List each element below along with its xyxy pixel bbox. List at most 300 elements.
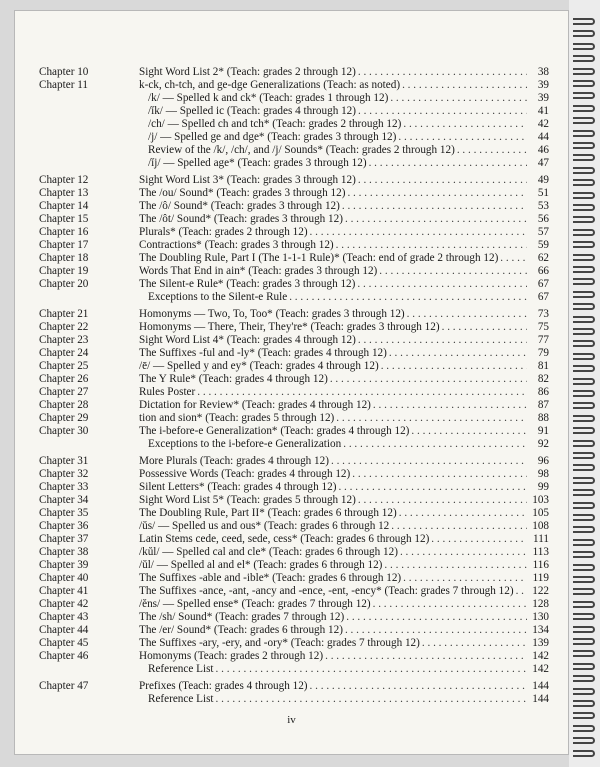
chapter-label: Chapter 40: [39, 572, 89, 584]
entry-title: Exceptions to the i-before-e Generalization: [148, 438, 342, 450]
dot-leader: [342, 200, 527, 213]
chapter-label: Chapter 37: [39, 533, 89, 545]
toc-entry: [139, 680, 549, 693]
toc-entry: [139, 412, 549, 425]
entry-title: The Suffixes -ary, -ery, and -ory* (Teach: grades 7 through 12): [139, 637, 420, 649]
toc-entry: [139, 291, 549, 304]
toc-row: [29, 507, 549, 520]
toc-row: [29, 663, 549, 676]
chapter-label: Chapter 10: [39, 66, 89, 78]
entry-title: The Suffixes -able and -ible* (Teach: grades 6 through 12): [139, 572, 402, 584]
dot-leader: [384, 559, 527, 572]
toc-row: [29, 200, 549, 213]
toc-row: [29, 239, 549, 252]
entry-page-number: 49: [537, 174, 549, 186]
dot-leader: [422, 637, 527, 650]
toc-row: [29, 174, 549, 187]
coil-ring: [573, 539, 595, 546]
coil-ring: [573, 526, 595, 533]
dot-leader: [399, 507, 527, 520]
dot-leader: [358, 334, 527, 347]
dot-leader: [500, 252, 527, 265]
chapter-label: Chapter 30: [39, 425, 89, 437]
dot-leader: [336, 412, 527, 425]
toc-row: [29, 321, 549, 334]
toc-row: [29, 79, 549, 92]
dot-leader: [338, 481, 527, 494]
toc-entry: [139, 226, 549, 239]
entry-page-number: 92: [537, 438, 549, 450]
toc-entry: [139, 239, 549, 252]
dot-leader: [325, 650, 527, 663]
entry-title: Possessive Words (Teach: grades 4 through 12): [139, 468, 351, 480]
dot-leader: [358, 105, 527, 118]
entry-title: tion and sion* (Teach: grades 5 through 12): [139, 412, 335, 424]
coil-ring: [573, 712, 595, 719]
spiral-binding: [569, 0, 600, 767]
coil-ring: [573, 365, 595, 372]
entry-title: k-ck, ch-tch, and ge-dge Generalizations (Teach: as noted): [139, 79, 401, 91]
chapter-label: Chapter 39: [39, 559, 89, 571]
toc-row: [29, 438, 549, 451]
entry-page-number: 67: [537, 291, 549, 303]
dot-leader: [391, 520, 527, 533]
entry-page-number: 144: [532, 693, 549, 705]
dot-leader: [358, 494, 527, 507]
entry-title: /ch/ — Spelled ch and tch* (Teach: grades 2 through 12): [148, 118, 402, 130]
toc-row: [29, 144, 549, 157]
coil-ring: [573, 266, 595, 273]
toc-entry: [139, 425, 549, 438]
toc-row: [29, 455, 549, 468]
toc-entry: [139, 693, 549, 706]
toc-row: [29, 624, 549, 637]
toc-row: [29, 373, 549, 386]
entry-page-number: 105: [532, 507, 549, 519]
toc-row: [29, 494, 549, 507]
toc-row: [29, 187, 549, 200]
toc-row: [29, 412, 549, 425]
entry-title: /j/ — Spelled ge and dge* (Teach: grades 3 through 12): [148, 131, 397, 143]
chapter-label: Chapter 20: [39, 278, 89, 290]
entry-page-number: 67: [537, 278, 549, 290]
entry-page-number: 44: [537, 131, 549, 143]
toc-row: [29, 92, 549, 105]
dot-leader: [373, 598, 527, 611]
toc-entry: [139, 399, 549, 412]
dot-leader: [403, 572, 527, 585]
toc-entry: [139, 650, 549, 663]
coil-ring: [573, 626, 595, 633]
chapter-label: Chapter 32: [39, 468, 89, 480]
entry-page-number: 39: [537, 79, 549, 91]
coil-ring: [573, 229, 595, 236]
chapter-label: Chapter 31: [39, 455, 89, 467]
dot-leader: [357, 278, 527, 291]
coil-ring: [573, 675, 595, 682]
dot-leader: [403, 118, 527, 131]
entry-page-number: 57: [537, 226, 549, 238]
entry-page-number: 62: [537, 252, 549, 264]
chapter-label: Chapter 13: [39, 187, 89, 199]
coil-ring: [573, 167, 595, 174]
dot-leader: [331, 455, 527, 468]
chapter-label: Chapter 15: [39, 213, 89, 225]
toc-row: [29, 118, 549, 131]
chapter-label: Chapter 28: [39, 399, 89, 411]
dot-leader: [216, 693, 527, 706]
entry-title: The i-before-e Generalization* (Teach: grades 4 through 12): [139, 425, 410, 437]
chapter-label: Chapter 38: [39, 546, 89, 558]
entry-title: Silent Letters* (Teach: grades 4 through 12): [139, 481, 337, 493]
entry-page-number: 142: [532, 650, 549, 662]
chapter-label: Chapter 17: [39, 239, 89, 251]
entry-title: Words That End in ain* (Teach: grades 3 through 12): [139, 265, 378, 277]
coil-ring: [573, 737, 595, 744]
entry-title: /ĭk/ — Spelled ic (Teach: grades 4 through 12): [148, 105, 356, 117]
toc-row: [29, 278, 549, 291]
toc-row: [29, 308, 549, 321]
entry-page-number: 82: [537, 373, 549, 385]
entry-page-number: 88: [537, 412, 549, 424]
entry-title: /k/ — Spelled k and ck* (Teach: grades 1 through 12): [148, 92, 389, 104]
toc-entry: [139, 624, 549, 637]
dot-leader: [381, 360, 527, 373]
coil-ring: [573, 688, 595, 695]
chapter-label: Chapter 29: [39, 412, 89, 424]
dot-leader: [390, 92, 527, 105]
entry-page-number: 38: [537, 66, 549, 78]
entry-title: The /er/ Sound* (Teach: grades 6 through 12): [139, 624, 343, 636]
dot-leader: [400, 546, 527, 559]
entry-page-number: 41: [537, 105, 549, 117]
toc-row: [29, 611, 549, 624]
toc-entry: [139, 321, 549, 334]
entry-title: The Suffixes -ful and -ly* (Teach: grades 4 through 12): [139, 347, 387, 359]
coil-ring: [573, 316, 595, 323]
toc-row: [29, 637, 549, 650]
dot-leader: [343, 438, 527, 451]
toc-entry: [139, 572, 549, 585]
coil-ring: [573, 68, 595, 75]
toc-row: [29, 66, 549, 79]
toc-entry: [139, 533, 549, 546]
coil-ring: [573, 427, 595, 434]
toc-row: [29, 425, 549, 438]
dot-leader: [289, 291, 527, 304]
dot-leader: [358, 66, 527, 79]
coil-ring: [573, 278, 595, 285]
entry-title: The /ôt/ Sound* (Teach: grades 3 through 12): [139, 213, 343, 225]
toc-row: [29, 546, 549, 559]
entry-title: More Plurals (Teach: grades 4 through 12): [139, 455, 329, 467]
coil-ring: [573, 291, 595, 298]
toc-row: [29, 265, 549, 278]
dot-leader: [411, 425, 527, 438]
coil-ring: [573, 489, 595, 496]
entry-page-number: 56: [537, 213, 549, 225]
entry-title: Rules Poster: [139, 386, 196, 398]
book-page: [14, 10, 569, 755]
coil-ring: [573, 55, 595, 62]
coil-ring: [573, 92, 595, 99]
dot-leader: [330, 373, 527, 386]
dot-leader: [345, 213, 527, 226]
dot-leader: [407, 308, 527, 321]
toc-entry: [139, 585, 549, 598]
toc-row: [29, 291, 549, 304]
dot-leader: [336, 239, 527, 252]
entry-page-number: 39: [537, 92, 549, 104]
chapter-label: Chapter 44: [39, 624, 89, 636]
toc-entry: [139, 559, 549, 572]
coil-ring: [573, 18, 595, 25]
chapter-label: Chapter 11: [39, 79, 88, 91]
toc-entry: [139, 334, 549, 347]
toc-row: [29, 157, 549, 170]
coil-ring: [573, 551, 595, 558]
entry-page-number: 128: [532, 598, 549, 610]
coil-ring: [573, 142, 595, 149]
coil-ring: [573, 390, 595, 397]
toc-row: [29, 572, 549, 585]
coil-ring: [573, 254, 595, 261]
toc-row: [29, 213, 549, 226]
entry-page-number: 142: [532, 663, 549, 675]
entry-page-number: 53: [537, 200, 549, 212]
dot-leader: [216, 663, 527, 676]
coil-ring: [573, 514, 595, 521]
coil-ring: [573, 378, 595, 385]
toc-row: [29, 481, 549, 494]
dot-leader: [358, 174, 527, 187]
toc-entry: [139, 663, 549, 676]
toc-row: [29, 131, 549, 144]
chapter-label: Chapter 22: [39, 321, 89, 333]
toc-row: [29, 468, 549, 481]
toc-entry: [139, 373, 549, 386]
dot-leader: [373, 399, 527, 412]
entry-page-number: 139: [532, 637, 549, 649]
entry-page-number: 91: [537, 425, 549, 437]
chapter-label: Chapter 41: [39, 585, 89, 597]
coil-ring: [573, 192, 595, 199]
entry-title: /ĭj/ — Spelled age* (Teach: grades 3 through 12): [148, 157, 367, 169]
entry-title: /ē/ — Spelled y and ey* (Teach: grades 4 through 12): [139, 360, 379, 372]
coil-ring: [573, 601, 595, 608]
chapter-label: Chapter 26: [39, 373, 89, 385]
entry-title: Sight Word List 5* (Teach: grades 5 through 12): [139, 494, 356, 506]
coil-ring: [573, 328, 595, 335]
toc-row: [29, 533, 549, 546]
coil-ring: [573, 502, 595, 509]
dot-leader: [369, 157, 527, 170]
coil-ring: [573, 303, 595, 310]
coil-ring: [573, 353, 595, 360]
entry-title: The Y Rule* (Teach: grades 4 through 12): [139, 373, 328, 385]
entry-title: Homonyms — There, Their, They're* (Teach: grades 3 through 12): [139, 321, 440, 333]
coil-ring: [573, 650, 595, 657]
toc-entry: [139, 278, 549, 291]
toc-entry: [139, 105, 549, 118]
dot-leader: [402, 79, 527, 92]
entry-title: Homonyms — Two, To, Too* (Teach: grades 3 through 12): [139, 308, 405, 320]
coil-ring: [573, 340, 595, 347]
entry-title: /ĕns/ — Spelled ense* (Teach: grades 7 through 12): [139, 598, 371, 610]
entry-title: Plurals* (Teach: grades 2 through 12): [139, 226, 308, 238]
toc-entry: [139, 386, 549, 399]
dot-leader: [398, 131, 527, 144]
entry-title: The Doubling Rule, Part I (The 1-1-1 Rule)* (Teach: end of grade 2 through 12): [139, 252, 499, 264]
toc-row: [29, 598, 549, 611]
toc-entry: [139, 468, 549, 481]
entry-page-number: 87: [537, 399, 549, 411]
coil-ring: [573, 700, 595, 707]
coil-ring: [573, 477, 595, 484]
coil-ring: [573, 588, 595, 595]
entry-page-number: 42: [537, 118, 549, 130]
coil-ring: [573, 613, 595, 620]
chapter-label: Chapter 43: [39, 611, 89, 623]
toc-entry: [139, 174, 549, 187]
entry-title: /kŭl/ — Spelled cal and cle* (Teach: grades 6 through 12): [139, 546, 398, 558]
coil-ring: [573, 452, 595, 459]
toc-entry: [139, 131, 549, 144]
table-of-contents: [29, 66, 549, 706]
coil-ring: [573, 663, 595, 670]
coil-ring: [573, 241, 595, 248]
toc-entry: [139, 507, 549, 520]
entry-page-number: 113: [532, 546, 549, 558]
toc-entry: [139, 637, 549, 650]
coil-ring: [573, 440, 595, 447]
page-number: iv: [287, 714, 296, 726]
dot-leader: [379, 265, 527, 278]
chapter-label: Chapter 19: [39, 265, 89, 277]
toc-entry: [139, 455, 549, 468]
entry-title: Sight Word List 3* (Teach: grades 3 through 12): [139, 174, 356, 186]
dot-leader: [431, 533, 527, 546]
toc-row: [29, 559, 549, 572]
entry-page-number: 47: [537, 157, 549, 169]
chapter-label: Chapter 47: [39, 680, 89, 692]
toc-entry: [139, 611, 549, 624]
chapter-label: Chapter 24: [39, 347, 89, 359]
dot-leader: [310, 226, 527, 239]
coil-ring: [573, 105, 595, 112]
coil-ring: [573, 725, 595, 732]
chapter-label: Chapter 25: [39, 360, 89, 372]
entry-page-number: 75: [537, 321, 549, 333]
entry-title: /ŭs/ — Spelled us and ous* (Teach: grades 6 through 12: [139, 520, 390, 532]
toc-entry: [139, 66, 549, 79]
dot-leader: [345, 624, 527, 637]
entry-title: Contractions* (Teach: grades 3 through 12): [139, 239, 334, 251]
coil-ring: [573, 80, 595, 87]
entry-page-number: 103: [532, 494, 549, 506]
toc-entry: [139, 265, 549, 278]
entry-page-number: 122: [532, 585, 549, 597]
dot-leader: [516, 585, 527, 598]
entry-page-number: 99: [537, 481, 549, 493]
entry-title: The /sh/ Sound* (Teach: grades 7 through 12): [139, 611, 345, 623]
entry-page-number: 59: [537, 239, 549, 251]
coil-ring: [573, 638, 595, 645]
dot-leader: [197, 386, 527, 399]
entry-page-number: 130: [532, 611, 549, 623]
chapter-label: Chapter 27: [39, 386, 89, 398]
toc-row: [29, 399, 549, 412]
toc-entry: [139, 546, 549, 559]
chapter-label: Chapter 12: [39, 174, 89, 186]
toc-row: [29, 252, 549, 265]
entry-title: The /ou/ Sound* (Teach: grades 3 through 12): [139, 187, 346, 199]
entry-title: Reference List: [148, 663, 214, 675]
entry-title: Prefixes (Teach: grades 4 through 12): [139, 680, 308, 692]
entry-title: Sight Word List 4* (Teach: grades 4 through 12): [139, 334, 356, 346]
entry-title: The Suffixes -ance, -ant, -ancy and -ence, -ent, -ency* (Teach: grades 7 through 12): [139, 585, 514, 597]
entry-page-number: 46: [537, 144, 549, 156]
entry-title: The /ô/ Sound* (Teach: grades 3 through 12): [139, 200, 340, 212]
entry-page-number: 81: [537, 360, 549, 372]
toc-entry: [139, 494, 549, 507]
toc-row: [29, 693, 549, 706]
entry-title: Homonyms (Teach: grades 2 through 12): [139, 650, 324, 662]
dot-leader: [310, 680, 527, 693]
toc-entry: [139, 118, 549, 131]
coil-ring: [573, 179, 595, 186]
entry-page-number: 96: [537, 455, 549, 467]
dot-leader: [457, 144, 527, 157]
toc-entry: [139, 347, 549, 360]
coil-ring: [573, 750, 595, 757]
entry-title: Sight Word List 2* (Teach: grades 2 through 12): [139, 66, 356, 78]
toc-entry: [139, 92, 549, 105]
coil-ring: [573, 30, 595, 37]
entry-page-number: 86: [537, 386, 549, 398]
dot-leader: [352, 468, 527, 481]
coil-ring: [573, 117, 595, 124]
toc-entry: [139, 187, 549, 200]
dot-leader: [389, 347, 527, 360]
coil-ring: [573, 154, 595, 161]
toc-row: [29, 226, 549, 239]
coil-ring: [573, 43, 595, 50]
toc-entry: [139, 438, 549, 451]
entry-title: Latin Stems cede, ceed, sede, cess* (Teach: grades 6 through 12): [139, 533, 430, 545]
chapter-label: Chapter 45: [39, 637, 89, 649]
entry-page-number: 111: [533, 533, 549, 545]
toc-row: [29, 105, 549, 118]
entry-page-number: 73: [537, 308, 549, 320]
coil-ring: [573, 415, 595, 422]
entry-page-number: 144: [532, 680, 549, 692]
toc-row: [29, 360, 549, 373]
coil-ring: [573, 464, 595, 471]
entry-title: Reference List: [148, 693, 214, 705]
entry-page-number: 77: [537, 334, 549, 346]
toc-row: [29, 520, 549, 533]
chapter-label: Chapter 16: [39, 226, 89, 238]
entry-page-number: 119: [532, 572, 549, 584]
toc-entry: [139, 144, 549, 157]
toc-row: [29, 585, 549, 598]
entry-title: Review of the /k/, /ch/, and /j/ Sounds* (Teach: grades 2 through 12): [148, 144, 455, 156]
entry-title: The Doubling Rule, Part II* (Teach: grades 6 through 12): [139, 507, 397, 519]
entry-page-number: 134: [532, 624, 549, 636]
dot-leader: [346, 611, 527, 624]
toc-entry: [139, 598, 549, 611]
